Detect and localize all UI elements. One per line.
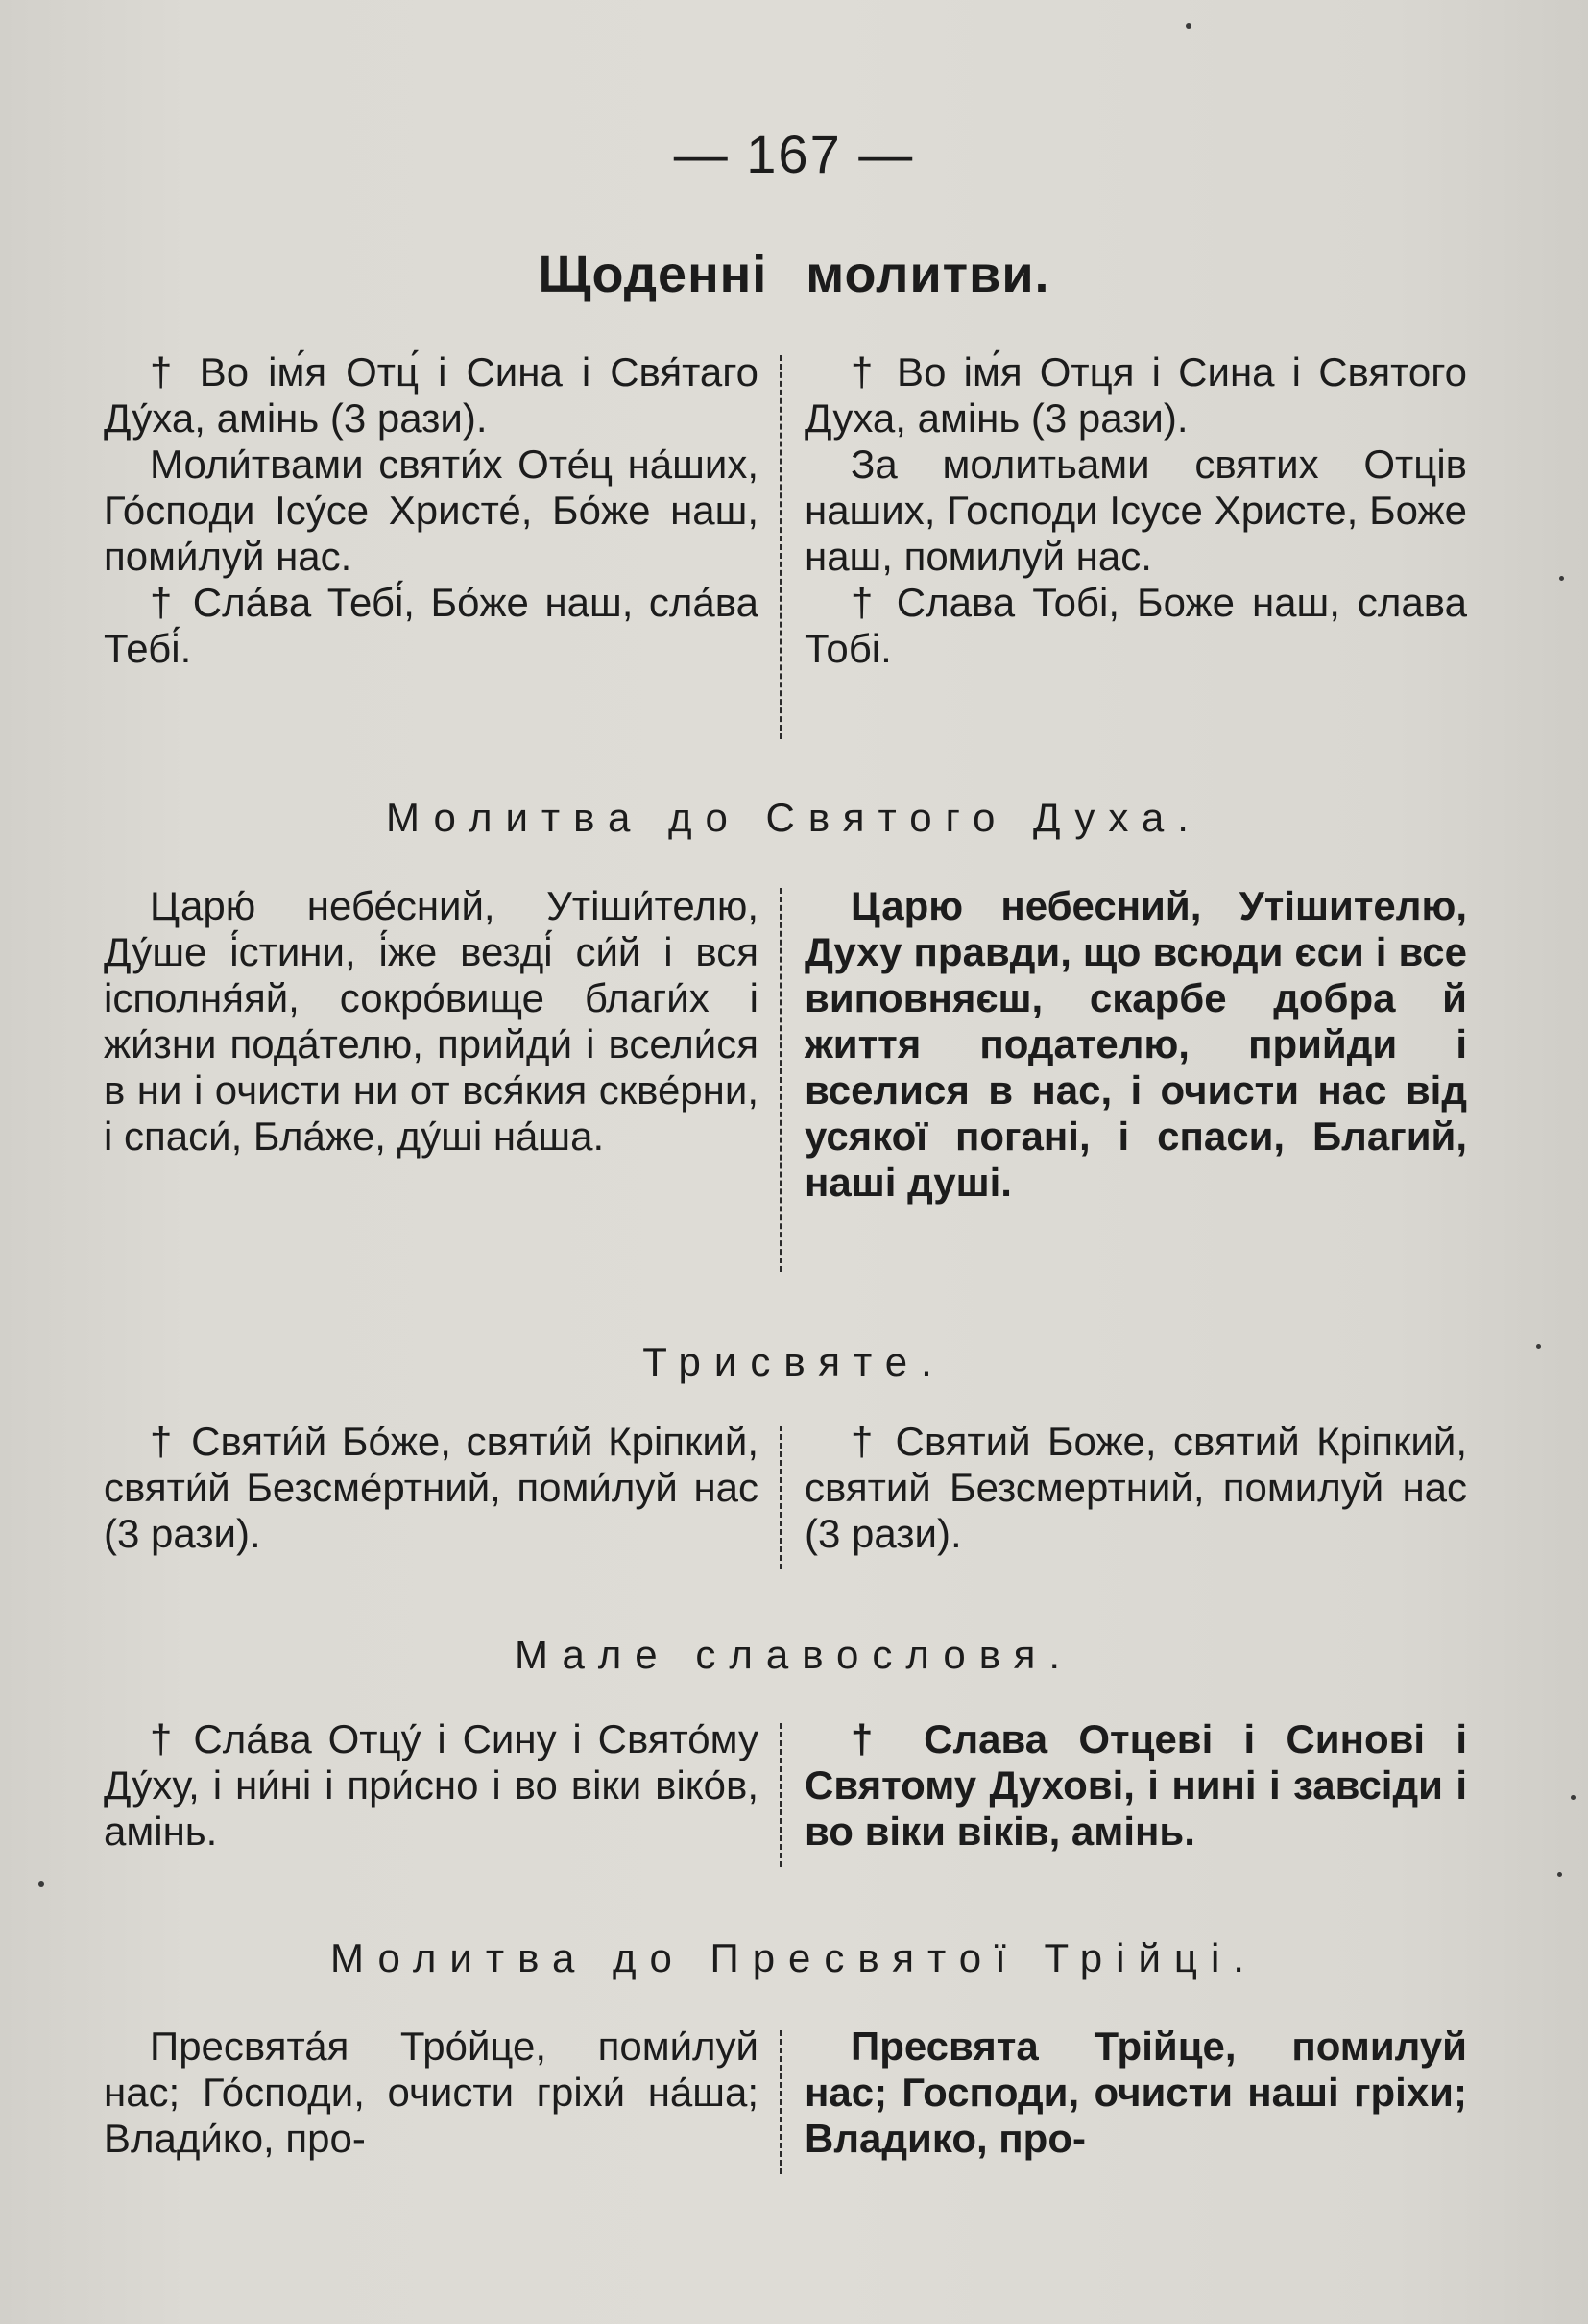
section-3-right-column: [805, 1716, 1467, 1855]
section-heading: Мале славословя.: [514, 1632, 1073, 1677]
paragraph: † Слава Тобі, Боже наш, слава Тобі.: [805, 580, 1467, 671]
paragraph: Пресвята Трійце, помилуй нас; Господи, очисти наші гріхи; Владико, про-: [805, 2024, 1467, 2161]
scan-speck: [1557, 1872, 1562, 1877]
section-0-right-column: [805, 349, 1467, 672]
paragraph: За молитьами святих Отців наших, Господи Ісусе Христе, Боже наш, помилуй нас.: [805, 442, 1467, 579]
scan-speck: [1559, 576, 1564, 581]
column-divider: [780, 2030, 782, 2174]
scan-speck: [1536, 1344, 1541, 1349]
page-number: — 167 —: [673, 124, 915, 184]
paragraph: Царю небесний, Утішителю, Духу правди, що всюди єси і все виповняєш, скарбе добра й життя подателю, прийди і вселися в нас, і очисти нас від усякої погані, і спаси, Благий, наші душі.: [805, 883, 1467, 1205]
section-0-left-column: [104, 349, 758, 672]
column-divider: [780, 888, 782, 1272]
paragraph: Царю́ небе́сний, Утіши́телю, Ду́ше і́стини, і́же везді́ си́й і вся ісполня́яй, сокро́вище благи́х і жи́зни пода́телю, прийди́ і всели́ся в ни і очисти ни от вся́кия скве́рни, і спаси́, Бла́же, ду́ші на́ша.: [104, 883, 758, 1159]
section-4-right-column: [805, 2024, 1467, 2162]
paragraph: Пресвята́я Тро́йце, поми́луй нас; Го́споди, очисти грiхи́ на́ша; Влади́ко, про-: [104, 2024, 758, 2161]
column-divider: [780, 355, 782, 739]
section-3-left-column: [104, 1716, 758, 1855]
scan-speck: [1186, 23, 1191, 29]
paragraph: † Сла́ва Тебі́, Бо́же наш, сла́ва Тебі́.: [104, 580, 758, 671]
section-2-left-column: [104, 1419, 758, 1557]
scan-speck: [38, 1881, 44, 1887]
paragraph: † Во ім́я Отця і Сина і Святого Духа, амінь (3 рази).: [805, 349, 1467, 441]
section-1-right-column: [805, 883, 1467, 1206]
section-heading: Трисвяте.: [642, 1339, 946, 1384]
scan-speck: [1571, 1795, 1576, 1800]
section-4-left-column: [104, 2024, 758, 2162]
paragraph: † Во ім́я Отц́ і Сина і Свя́таго Ду́ха, амінь (3 рази).: [104, 349, 758, 441]
paragraph: † Святи́й Бо́же, святи́й Кріпкий, святи́й Безсме́ртний, поми́луй нас (3 рази).: [104, 1419, 758, 1556]
column-divider: [780, 1723, 782, 1867]
section-heading: Молитва до Святого Духа.: [386, 795, 1202, 840]
page-title: Щоденні молитви.: [538, 246, 1050, 303]
section-2-right-column: [805, 1419, 1467, 1557]
section-heading: Молитва до Пресвятої Трійці.: [330, 1935, 1258, 1980]
paragraph: † Сла́ва Отцу́ і Сину і Свято́му Ду́ху, і ни́ні і при́сно і во віки віко́в, амінь.: [104, 1716, 758, 1854]
paragraph: Моли́твами святи́х Оте́ц на́ших, Го́споди Ісу́се Христе́, Бо́же наш, поми́луй нас.: [104, 442, 758, 579]
paragraph: † Слава Отцеві і Синові і Святому Духові, і нині і завсіди і во віки віків, амінь.: [805, 1716, 1467, 1854]
paragraph: † Святий Боже, святий Кріпкий, святий Безсмертний, помилуй нас (3 рази).: [805, 1419, 1467, 1556]
section-1-left-column: [104, 883, 758, 1160]
column-divider: [780, 1426, 782, 1569]
